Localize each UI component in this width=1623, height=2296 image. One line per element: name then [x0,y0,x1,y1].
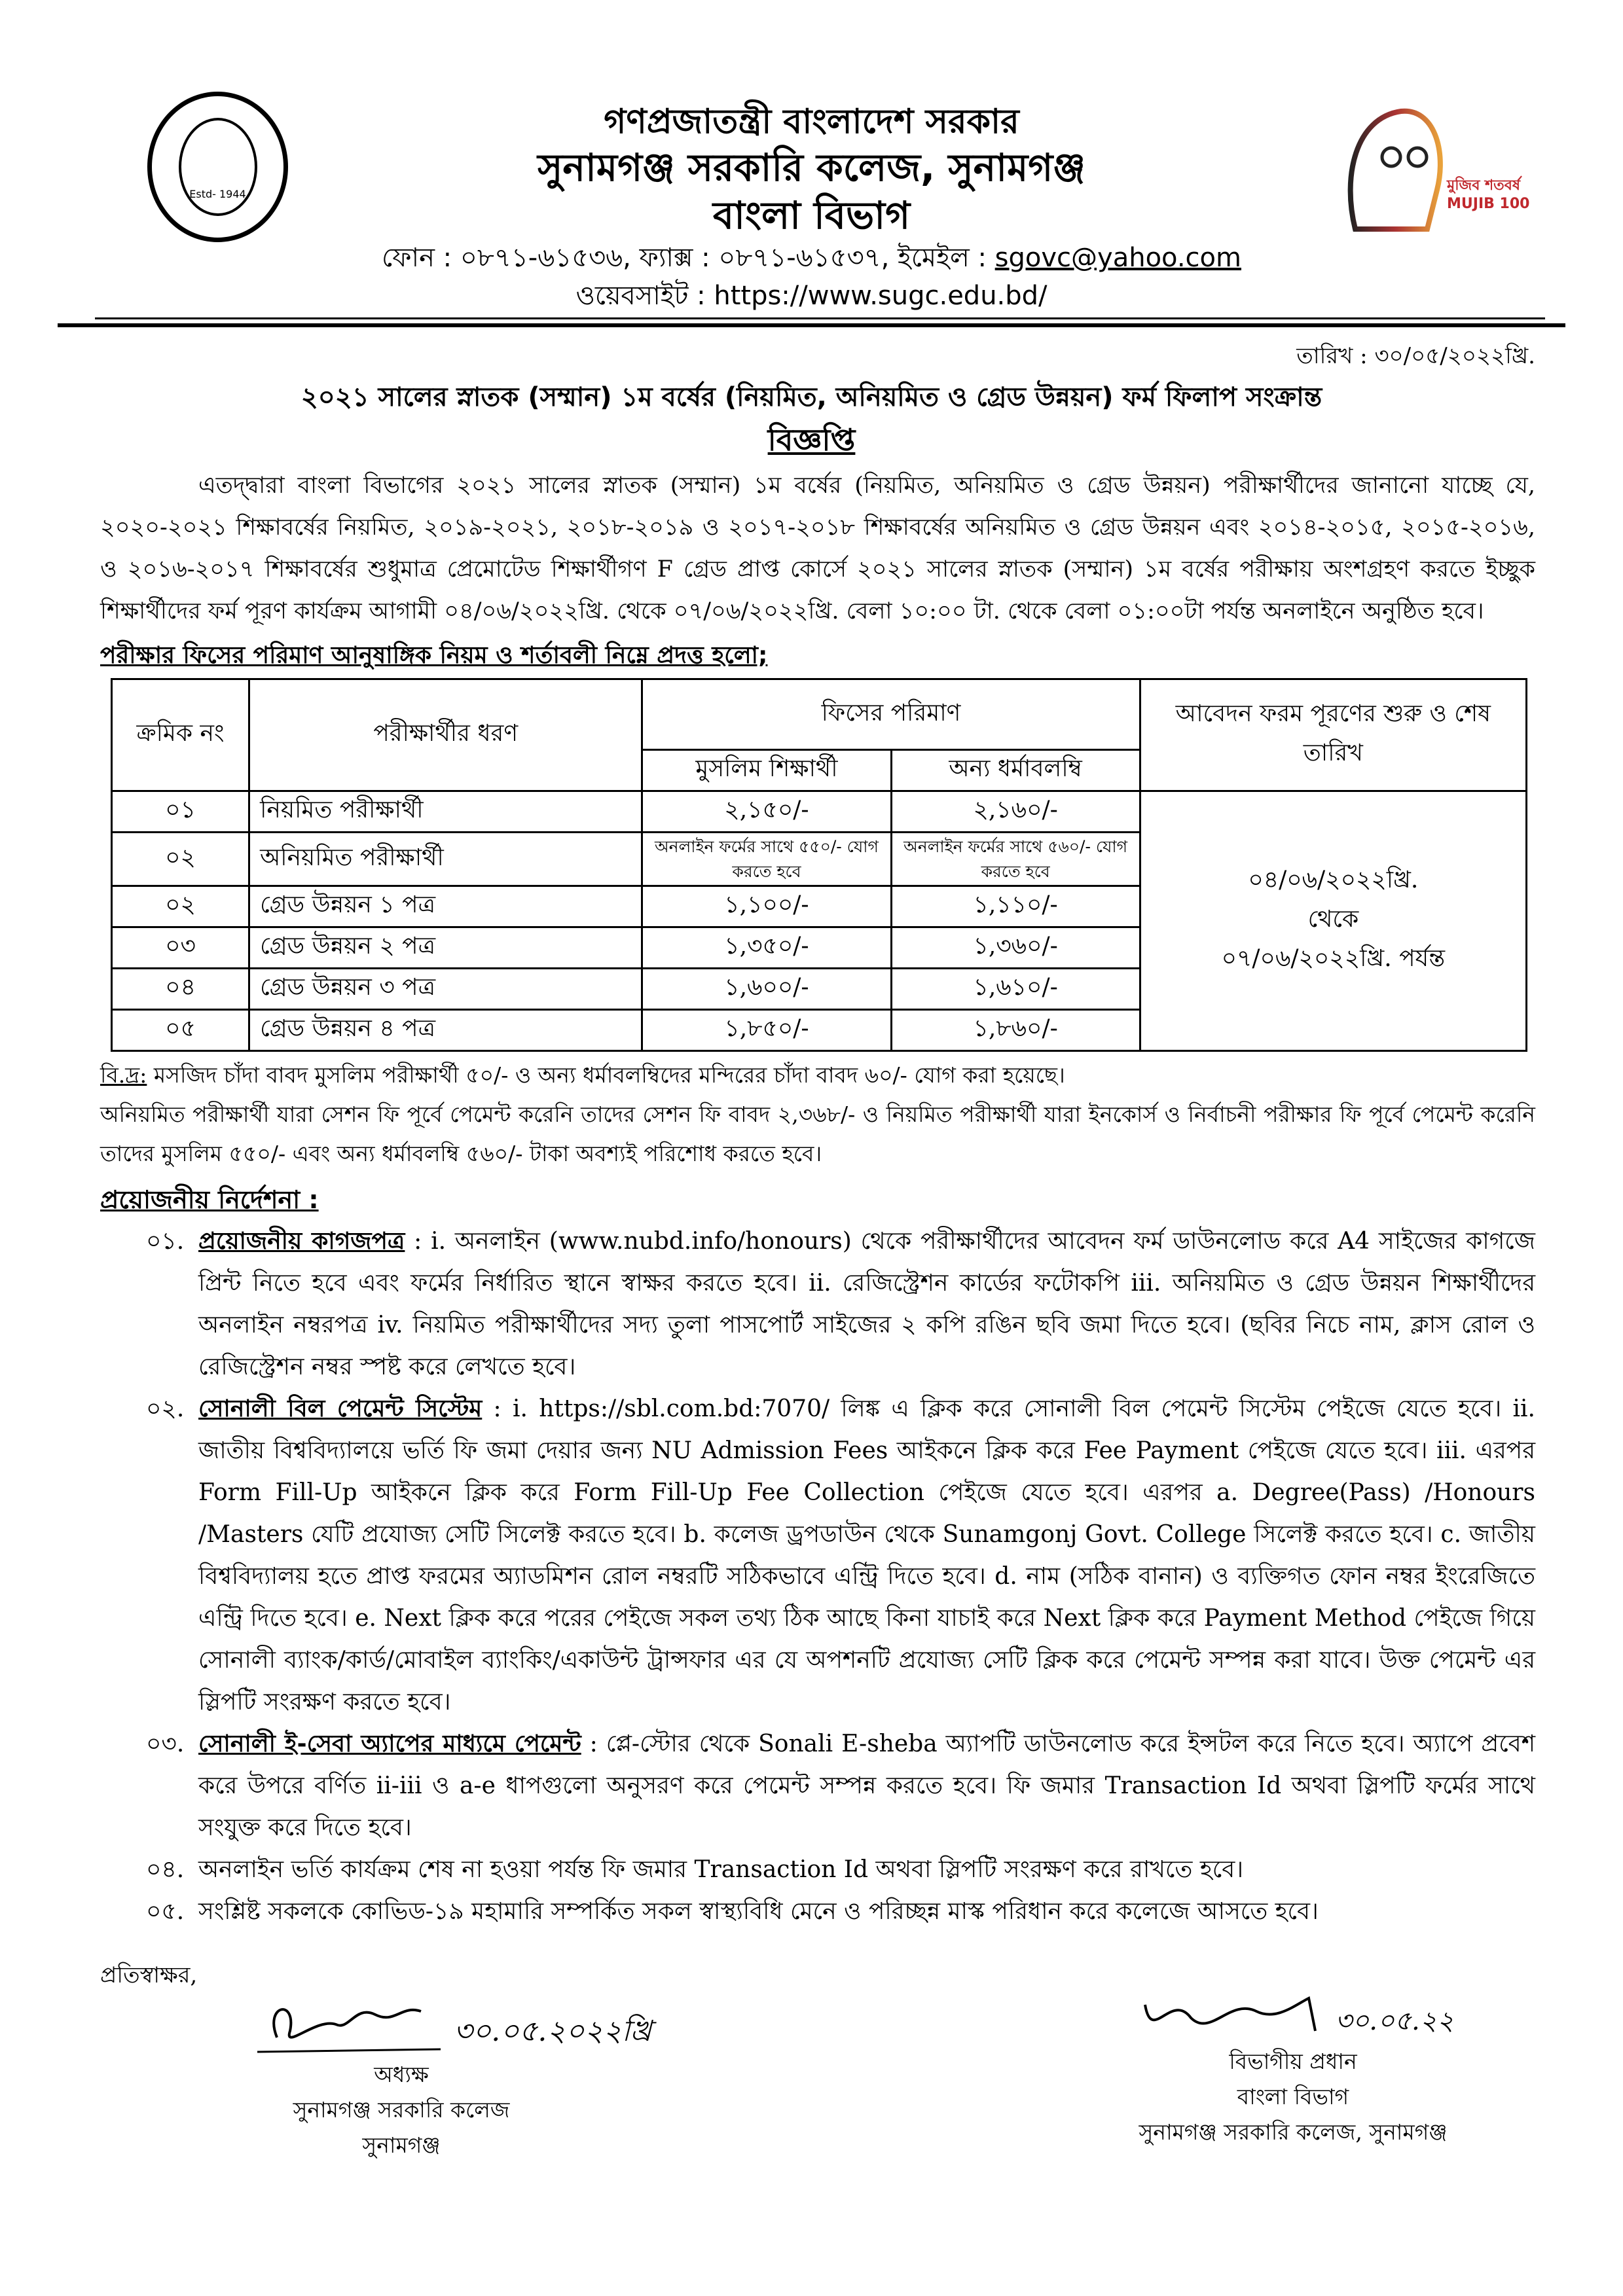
cell-serial: ০২ [112,886,249,927]
item-title: প্রয়োজনীয় কাগজপত্র [198,1228,405,1255]
cell-serial: ০৩ [112,927,249,969]
college-name: সুনামগঞ্জ সরকারি কলেজ, সুনামগঞ্জ [538,145,1085,190]
cell-serial: ০৫ [112,1010,249,1051]
principal-title: অধ্যক্ষ [374,2062,429,2087]
item-number: ০২. [146,1395,185,1422]
divider-thin [95,317,1545,319]
head-title: বিভাগীয় প্রধান [1229,2049,1357,2074]
cell-type: অনিয়মিত পরীক্ষার্থী [249,833,642,886]
table-row [112,791,1527,833]
cell-muslim: ১,৮৫০/- [642,1010,891,1051]
cell-type: গ্রেড উন্নয়ন ৪ পত্র [249,1010,642,1051]
head-signature [1132,1979,1453,2044]
header-date: আবেদন ফরম পূরণের শুরু ও শেষ তারিখ [1140,679,1526,791]
principal-signature-date: ৩০.০৫.২০২২খ্রি [454,2015,652,2048]
intro-paragraph: এতদ্দ্বারা বাংলা বিভাগের ২০২১ সালের স্নাতক (সম্মান) ১ম বর্ষের (নিয়মিত, অনিয়মিত ও গ্রেড উন্নয়ন) পরীক্ষার্থীদের জানানো যাচ্ছে যে, ২০২০-২০২১ শিক্ষাবর্ষের নিয়মিত, ২০১৯-২০২১, ২০১৮-২০১৯ ও ২০১৭-২০১৮ শিক্ষাবর্ষের অনিয়মিত ও গ্রেড উন্নয়ন এবং ২০১৪-২০১৫, ২০১৫-২০১৬, ও ২০১৬-২০১৭ শিক্ষাবর্ষের শুধুমাত্র প্রেমোটেড শিক্ষার্থীগণ F গ্রেড প্রাপ্ত কোর্সে ২০২১ সালের স্নাতক (সম্মান) ১ম বর্ষের পরীক্ষায় অংশগ্রহণ করতে ইচ্ছুক শিক্ষার্থীদের ফর্ম পূরণ কার্যক্রম আগামী ০৪/০৬/২০২২খ্রি. থেকে ০৭/০৬/২০২২খ্রি. বেলা ১০:০০ টা. থেকে বেলা ০১:০০টা পর্যন্ত অনলাইনে অনুষ্ঠিত হবে। [100,473,1535,624]
head-block [1103,2044,1483,2150]
cell-other: ২,১৬০/- [891,791,1140,833]
notice-body [100,465,1535,2163]
cell-muslim: ১,১০০/- [642,886,891,927]
date-from: থেকে [1307,906,1359,933]
date-end: ০৭/০৬/২০২২খ্রি. পর্যন্ত [1221,945,1446,972]
instruction-item [100,1723,1535,1849]
cell-serial: ০২ [112,833,249,886]
department-name: বাংলা বিভাগ [712,193,911,238]
fee-table [111,678,1527,1052]
mujib-logo-text: মুজিব শতবর্ষ MUJIB 100 [1447,177,1530,212]
head-signature-mark [1132,1979,1328,2044]
header-other: অন্য ধর্মাবলম্বি [891,750,1140,791]
cell-serial: ০৪ [112,969,249,1010]
instruction-item [100,1891,1535,1933]
cell-muslim: ১,৬০০/- [642,969,891,1010]
logo-emblem: Estd- 1944 [179,118,257,216]
cell-muslim: ১,৩৫০/- [642,927,891,969]
head-signature-date: ৩০.০৫.২২ [1335,2006,1454,2036]
item-text: : i. https://sbl.com.bd:7070/ লিঙ্ক এ ক্লিক করে সোনালী বিল পেমেন্ট সিস্টেম পেইজে যেতে হবে। ii. জাতীয় বিশ্ববিদ্যালয়ে ভর্তি ফি জমা দেয়ার জন্য NU Admission Fees আইকনে ক্লিক করে Fee Payment পেইজে যেতে হবে। iii. এরপর Form Fill-Up আইকনে ক্লিক করে Form Fill-Up Fee Collection পেইজে যেতে হবে। এরপর a. Degree(Pass) /Honours /Masters যেটি প্রযোজ্য সেটি সিলেক্ট করতে হবে। b. কলেজ ড্রপডাউন থেকে Sunamgonj Govt. College সিলেক্ট করতে হবে। c. জাতীয় বিশ্ববিদ্যালয় হতে প্রাপ্ত ফরমের অ্যাডমিশন রোল নম্বরটি সঠিকভাবে এন্ট্রি দিতে হবে। d. নাম (সঠিক বানান) ও ব্যক্তিগত ফোন নম্বর ইংরেজিতে এন্ট্রি দিতে হবে। e. Next ক্লিক করে পরের পেইজে সকল তথ্য ঠিক আছে কিনা যাচাই করে Next ক্লিক করে Payment Method পেইজে গিয়ে সোনালী ব্যাংক/কার্ড/মোবাইল ব্যাংকিং/একাউন্ট ট্রান্সফার এর যে অপশনটি প্রযোজ্য সেটি ক্লিক করে পেমেন্ট সম্পন্ন করা যাবে। উক্ত পেমেন্ট এর স্লিপটি সংরক্ষণ করতে হবে। [198,1395,1535,1715]
cell-other: অনলাইন ফর্মের সাথে ৫৬০/- যোগ করতে হবে [891,833,1140,886]
instruction-item [100,1388,1535,1723]
signature-section [100,1959,1535,2163]
principal-place: সুনামগঞ্জ [362,2132,441,2158]
item-number: ০১. [146,1228,185,1255]
note-label: বি.দ্র: [100,1062,147,1088]
item-text: : i. অনলাইন (www.nubd.info/honours) থেকে পরীক্ষার্থীদের আবেদন ফর্ম ডাউনলোড করে A4 সাইজের কাগজে প্রিন্ট নিতে হবে এবং ফর্মের নির্ধারিত স্থানে স্বাক্ষর করতে হবে। ii. রেজিস্ট্রেশন কার্ডের ফটোকপি iii. অনিয়মিত ও গ্রেড উন্নয়ন শিক্ষার্থীদের অনলাইন নম্বরপত্র iv. নিয়মিত পরীক্ষার্থীদের সদ্য তুলা পাসপোর্ট সাইজের ২ কপি রঙিন ছবি জমা দিতে হবে। (ছবির নিচে নাম, ক্লাস রোল ও রেজিস্ট্রেশন নম্বর স্পষ্ট করে লেখতে হবে। [198,1228,1535,1380]
contact-line [0,237,1623,281]
header-type: পরীক্ষার্থীর ধরণ [249,679,642,791]
item-number: ০৩. [146,1731,185,1757]
email-link[interactable]: sgovc@yahoo.com [994,243,1241,273]
instruction-item [100,1849,1535,1891]
item-number: ০৪. [146,1856,185,1883]
item-title: সোনালী ই-সেবা অ্যাপের মাধ্যমে পেমেন্ট [198,1731,581,1757]
principal-block [277,2057,526,2163]
item-title: সোনালী বিল পেমেন্ট সিস্টেম [198,1395,483,1422]
head-org: সুনামগঞ্জ সরকারি কলেজ, সুনামগঞ্জ [1139,2119,1448,2145]
govt-title: গণপ্রজাতন্ত্রী বাংলাদেশ সরকার [604,102,1019,141]
note-1: মসজিদ চাঁদা বাবদ মুসলিম পরীক্ষার্থী ৫০/- ও অন্য ধর্মাবলম্বিদের মন্দিরের চাঁদা বাবদ ৬০/- যোগ করা হয়েছে। [147,1062,1065,1088]
notice-title: ২০২১ সালের স্নাতক (সম্মান) ১ম বর্ষের (নিয়মিত, অনিয়মিত ও গ্রেড উন্নয়ন) ফর্ম ফিলাপ সংক্রান্ত [301,382,1322,412]
date-start: ০৪/০৬/২০২২খ্রি. [1248,867,1419,893]
website-label: ওয়েবসাইট : [575,281,714,311]
website-link[interactable]: https://www.sugc.edu.bd/ [714,281,1048,311]
instructions-heading: প্রয়োজনীয় নির্দেশনা : [100,1185,319,1214]
divider-thick [58,323,1565,327]
cell-type: গ্রেড উন্নয়ন ৩ পত্র [249,969,642,1010]
head-column [1103,1959,1483,2163]
cell-type: গ্রেড উন্নয়ন ২ পত্র [249,927,642,969]
item-text: : প্লে-স্টোর থেকে Sonali E-sheba অ্যাপটি ডাউনলোড করে ইন্সটল করে নিতে হবে। অ্যাপে প্রবেশ করে উপরে বর্ণিত ii-iii ও a-e ধাপগুলো অনুসরণ করে পেমেন্ট সম্পন্ন করতে হবে। ফি জমার Transaction Id অথবা স্লিপটি ফর্মের সাথে সংযুক্ত করে দিতে হবে। [198,1731,1535,1841]
item-text: অনলাইন ভর্তি কার্যক্রম শেষ না হওয়া পর্যন্ত ফি জমার Transaction Id অথবা স্লিপটি সংরক্ষণ করে রাখতে হবে। [198,1856,1244,1883]
cell-date-range [1140,791,1526,1051]
principal-column [100,1959,651,2163]
cell-other: ১,৩৬০/- [891,927,1140,969]
item-number: ০৫. [146,1898,185,1925]
cell-type: নিয়মিত পরীক্ষার্থী [249,791,642,833]
cell-muslim: ২,১৫০/- [642,791,891,833]
cell-other: ১,৬১০/- [891,969,1140,1010]
header-fee: ফিসের পরিমাণ [642,679,1140,750]
countersign-label: প্রতিস্বাক্ষর, [100,1962,198,1988]
notes [100,1056,1535,1174]
header-muslim: মুসলিম শিক্ষার্থী [642,750,891,791]
cell-other: ১,৮৬০/- [891,1010,1140,1051]
principal-signature-mark [251,1992,447,2057]
principal-signature [251,1992,651,2057]
website-line [0,275,1623,319]
notice-subtitle: বিজ্ঞপ্তি [767,422,856,457]
item-text: সংশ্লিষ্ট সকলকে কোভিড-১৯ মহামারি সম্পর্কিত সকল স্বাস্থ্যবিধি মেনে ও পরিচ্ছন্ন মাস্ক পরিধান করে কলেজে আসতে হবে। [198,1898,1319,1925]
contact-text: ফোন : ০৮৭১-৬১৫৩৬, ফ্যাক্স : ০৮৭১-৬১৫৩৭, ইমেইল : [382,243,995,273]
table-heading: পরীক্ষার ফিসের পরিমাণ আনুষাঙ্গিক নিয়ম ও শর্তাবলী নিম্নে প্রদত্ত হলো; [100,642,768,669]
cell-serial: ০১ [112,791,249,833]
instruction-item [100,1221,1535,1388]
cell-type: গ্রেড উন্নয়ন ১ পত্র [249,886,642,927]
cell-other: ১,১১০/- [891,886,1140,927]
cell-muslim: অনলাইন ফর্মের সাথে ৫৫০/- যোগ করতে হবে [642,833,891,886]
note-2: অনিয়মিত পরীক্ষার্থী যারা সেশন ফি পূর্বে পেমেন্ট করেনি তাদের সেশন ফি বাবদ ২,৩৬৮/- ও নিয়মিত পরীক্ষার্থী যারা ইনকোর্স ও নির্বাচনী পরীক্ষার ফি পূর্বে পেমেন্ট করেনি তাদের মুসলিম ৫৫০/- এবং অন্য ধর্মাবলম্বি ৫৬০/- টাকা অবশ্যই পরিশোধ করতে হবে। [100,1102,1535,1166]
principal-org: সুনামগঞ্জ সরকারি কলেজ [293,2097,510,2123]
header-serial: ক্রমিক নং [112,679,249,791]
head-dept: বাংলা বিভাগ [1237,2084,1349,2109]
notice-date: তারিখ : ৩০/০৫/২০২২খ্রি. [1296,343,1535,369]
